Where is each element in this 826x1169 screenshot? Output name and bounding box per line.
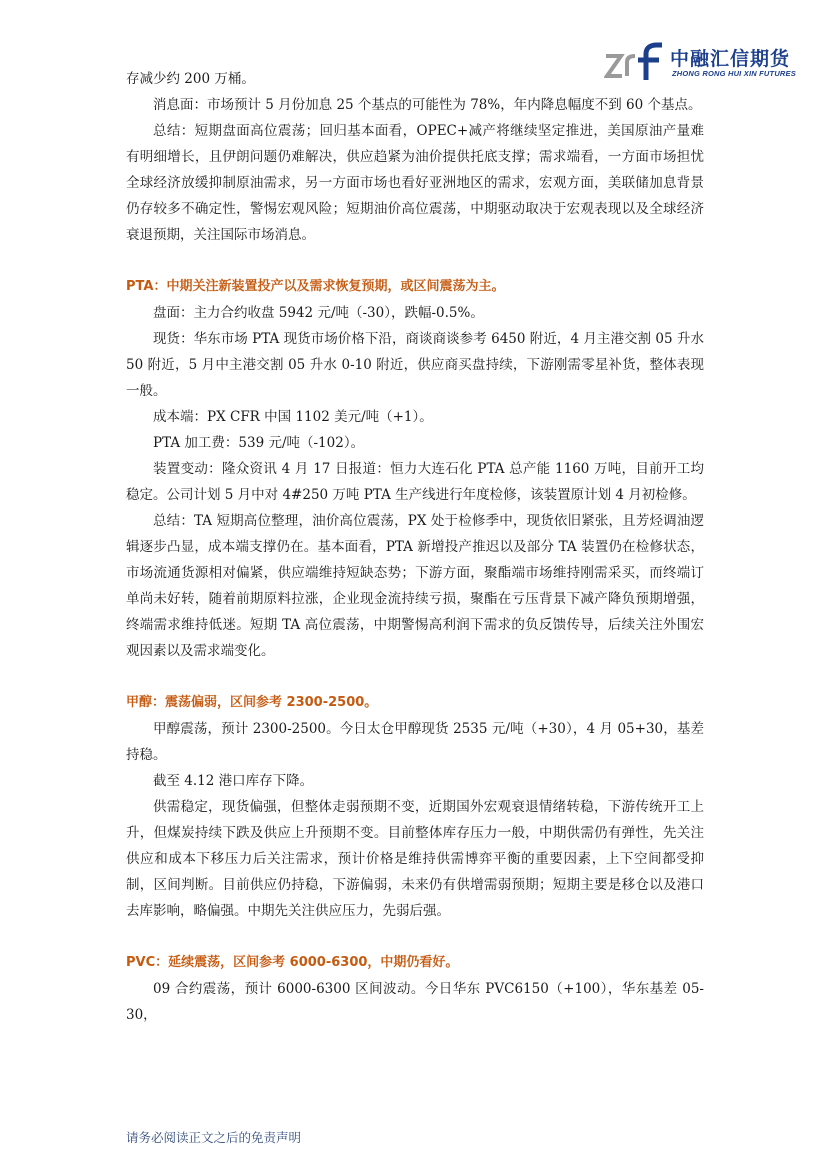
paragraph: 总结：TA 短期高位整理，油价高位震荡，PX 处于检修季中，现货依旧紧张，且芳烃调油逻辑逐步凸显，成本端支撑仍在。基本面看，PTA 新增投产推迟以及部分 TA 装置仍在检修状态，市场流通货源相对偏紧，供应端维持短缺态势；下游方面，聚酯端市场维持刚需采买，而终端订单尚未好转，随着前期原料拉涨，企业现金流持续亏损，聚酯在亏压背景下减产降负预期增强，终端需求维持低迷。短期 TA 高位震荡，中期警惕高利润下需求的负反馈传导，后续关注外围宏观因素以及需求端变化。 (126, 513, 704, 659)
paragraph: 截至 4.12 港口库存下降。 (153, 773, 314, 789)
disclaimer-footer: 请务必阅读正文之后的免责声明 (126, 1130, 302, 1145)
logo-english-name: ZHONG RONG HUI XIN FUTURES (672, 69, 796, 78)
paragraph: 甲醇震荡，预计 2300-2500。今日太仓甲醇现货 2535 元/吨（+30），4 月 05+30，基差持稳。 (126, 721, 704, 763)
paragraph: 装置变动：隆众资讯 4 月 17 日报道：恒力大连石化 PTA 总产能 1160 万吨，目前开工均稳定。公司计划 5 月中对 4#250 万吨 PTA 生产线进行年度检修，该装置原计划 4 月初检修。 (126, 461, 704, 503)
paragraph: 现货：华东市场 PTA 现货市场价格下沿，商谈商谈参考 6450 附近，4 月主港交割 05 升水 50 附近，5 月中主港交割 05 升水 0-10 附近，供应商买盘持续，下游刚需零星补货，整体表现一般。 (126, 331, 704, 399)
paragraph: 总结：短期盘面高位震荡；回归基本面看，OPEC+减产将继续坚定推进，美国原油产量难有明细增长，且伊朗问题仍难解决，供应趋紧为油价提供托底支撑；需求端看，一方面市场担忧全球经济放缓抑制原油需求，另一方面市场也看好亚洲地区的需求，宏观方面，美联储加息背景仍存较多不确定性，警惕宏观风险；短期油价高位震荡，中期驱动取决于宏观表现以及全球经济衰退预期，关注国际市场消息。 (126, 123, 704, 243)
section-heading: PTA：中期关注新装置投产以及需求恢复预期，或区间震荡为主。 (126, 279, 505, 294)
paragraph: PTA 加工费：539 元/吨（-102）。 (153, 435, 365, 451)
paragraph: 盘面：主力合约收盘 5942 元/吨（-30），跌幅-0.5%。 (153, 305, 484, 321)
paragraph: 存减少约 200 万桶。 (126, 71, 255, 87)
report-body (126, 66, 704, 1028)
logo-chinese-name: 中融汇信期货 (670, 48, 791, 70)
section-heading: 甲醇：震荡偏弱，区间参考 2300-2500。 (126, 695, 378, 710)
section-heading: PVC：延续震荡，区间参考 6000-6300，中期仍看好。 (126, 955, 459, 970)
paragraph: 供需稳定，现货偏强，但整体走弱预期不变，近期国外宏观衰退情绪转稳，下游传统开工上升，但煤炭持续下跌及供应上升预期不变。目前整体库存压力一般，中期供需仍有弹性，先关注供应和成本下移压力后关注需求，预计价格是维持供需博弈平衡的重要因素，上下空间都受抑制，区间判断。目前供应仍持稳，下游偏弱，未来仍有供增需弱预期；短期主要是移仓以及港口去库影响，略偏强。中期先关注供应压力，先弱后强。 (126, 799, 704, 919)
paragraph: 成本端：PX CFR 中国 1102 美元/吨（+1）。 (153, 409, 433, 425)
paragraph: 消息面：市场预计 5 月份加息 25 个基点的可能性为 78%，年内降息幅度不到 60 个基点。 (153, 97, 702, 113)
paragraph: 09 合约震荡，预计 6000-6300 区间波动。今日华东 PVC6150（+100），华东基差 05-30， (126, 981, 704, 1023)
